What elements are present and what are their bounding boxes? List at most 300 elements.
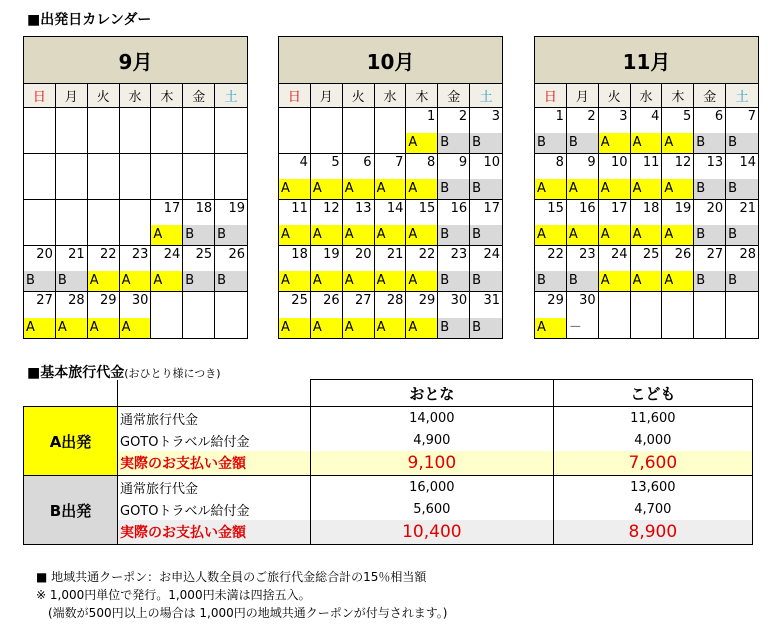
departure-type: B <box>694 179 725 199</box>
price-row <box>24 407 753 430</box>
day-number: 21 <box>739 201 756 216</box>
day-cell <box>24 246 56 292</box>
departure-type: － <box>568 320 582 335</box>
departure-type: B <box>535 271 566 291</box>
day-number: 27 <box>355 293 372 308</box>
day-cell <box>470 292 502 338</box>
day-cell <box>88 108 120 154</box>
day-cell <box>343 246 375 292</box>
weekday-label: 木 <box>406 84 438 107</box>
note-coupon: ■ 地域共通クーポン：お申込人数全員のご旅行代金総合計の15％相当額 <box>36 570 427 584</box>
day-cell <box>151 292 183 338</box>
departure-group-label: A出発 <box>24 407 118 476</box>
day-cell <box>535 154 567 200</box>
day-cell <box>375 292 407 338</box>
day-number: 24 <box>163 247 181 262</box>
departure-type: B <box>56 271 87 291</box>
day-cell <box>726 200 758 246</box>
departure-type: A <box>311 225 342 245</box>
departure-type: A <box>279 179 310 199</box>
day-cell <box>375 246 407 292</box>
day-number: 8 <box>427 155 436 170</box>
day-cell <box>662 246 694 292</box>
pay-label: 実際のお支払い金額 <box>118 520 311 545</box>
day-cell <box>470 200 502 246</box>
departure-type: A <box>631 225 662 245</box>
day-cell <box>406 154 438 200</box>
header-blank <box>24 380 118 407</box>
departure-type: A <box>631 133 662 153</box>
departure-type: B <box>726 179 758 199</box>
calendar-grid <box>535 108 758 338</box>
day-cell <box>343 154 375 200</box>
weekday-label: 土 <box>479 90 493 105</box>
day-number: 30 <box>131 293 149 308</box>
weekday-label: 水 <box>120 84 152 107</box>
departure-type: A <box>662 225 693 245</box>
weekday-label: 日 <box>24 84 56 107</box>
day-number: 31 <box>483 293 500 308</box>
departure-type: B <box>694 133 725 153</box>
price-label: 通常旅行代金 <box>118 407 311 430</box>
day-cell <box>438 200 470 246</box>
calendar-month-1 <box>23 36 248 339</box>
day-number: 26 <box>323 293 340 308</box>
day-number: 6 <box>714 109 724 124</box>
departure-type: A <box>279 225 310 245</box>
day-cell <box>24 292 56 338</box>
departure-type: A <box>406 133 437 153</box>
day-number: 9 <box>587 155 596 170</box>
day-cell <box>694 154 726 200</box>
day-number: 29 <box>100 293 117 308</box>
price-child: 13,600 <box>553 476 752 499</box>
day-cell <box>470 108 502 154</box>
day-cell <box>726 154 758 200</box>
day-cell <box>662 108 694 154</box>
day-cell <box>567 292 599 338</box>
day-number: 18 <box>195 201 213 216</box>
departure-type: A <box>535 225 566 245</box>
day-cell <box>599 292 631 338</box>
day-cell <box>438 292 470 338</box>
day-cell <box>120 246 152 292</box>
day-cell <box>120 154 152 200</box>
day-cell <box>662 200 694 246</box>
weekday-label: 土 <box>735 90 749 105</box>
departure-type: A <box>599 133 630 153</box>
departure-type: B <box>215 225 247 245</box>
day-cell <box>406 292 438 338</box>
departure-group-label: B出発 <box>24 476 118 545</box>
day-number: 5 <box>331 155 340 170</box>
departure-type: A <box>151 271 182 291</box>
departure-type: B <box>694 225 725 245</box>
pay-label: 実際のお支払い金額 <box>118 451 311 476</box>
weekday-header <box>279 84 502 108</box>
day-number: 15 <box>547 201 564 216</box>
departure-type: A <box>535 318 566 338</box>
departure-type: A <box>375 225 406 245</box>
day-cell <box>311 154 343 200</box>
day-cell <box>375 108 407 154</box>
day-number: 14 <box>739 155 756 170</box>
day-cell <box>567 200 599 246</box>
calendar-grid <box>24 108 247 338</box>
departure-type: B <box>567 271 598 291</box>
day-number: 13 <box>355 201 372 216</box>
day-cell <box>726 108 758 154</box>
day-cell <box>343 108 375 154</box>
day-number: 30 <box>450 293 468 308</box>
day-number: 2 <box>587 109 596 124</box>
day-number: 22 <box>547 247 564 262</box>
day-number: 7 <box>395 155 404 170</box>
col-adult: おとな <box>311 380 554 407</box>
day-cell <box>279 154 311 200</box>
col-child: こども <box>553 380 752 407</box>
day-cell <box>567 154 599 200</box>
day-cell <box>311 108 343 154</box>
weekday-label: 水 <box>631 84 663 107</box>
day-cell <box>567 108 599 154</box>
day-cell <box>375 200 407 246</box>
departure-type: A <box>343 225 374 245</box>
departure-type: A <box>343 179 374 199</box>
departure-type: A <box>406 271 437 291</box>
day-cell <box>183 246 215 292</box>
day-cell <box>88 292 120 338</box>
day-cell <box>183 200 215 246</box>
pay-row <box>24 520 753 545</box>
day-number: 29 <box>418 293 436 308</box>
day-number: 17 <box>483 201 500 216</box>
day-cell <box>120 200 152 246</box>
price-adult: 4,900 <box>311 429 554 451</box>
price-table <box>23 379 753 545</box>
departure-type: B <box>183 271 214 291</box>
day-cell <box>56 108 88 154</box>
departure-type: A <box>375 318 406 338</box>
departure-type: A <box>375 179 406 199</box>
departure-type: A <box>343 271 374 291</box>
day-number: 16 <box>579 201 596 216</box>
weekday-label: 金 <box>438 84 470 107</box>
day-cell <box>438 154 470 200</box>
day-cell <box>24 108 56 154</box>
departure-type: A <box>279 271 310 291</box>
price-child: 11,600 <box>553 407 752 430</box>
price-label: GOTOトラベル給付金 <box>118 429 311 451</box>
day-cell <box>56 154 88 200</box>
day-number: 9 <box>458 155 468 170</box>
weekday-label: 日 <box>279 84 311 107</box>
day-number: 6 <box>363 155 372 170</box>
day-cell <box>599 154 631 200</box>
day-cell <box>343 292 375 338</box>
day-number: 23 <box>131 247 149 262</box>
day-number: 14 <box>386 201 404 216</box>
calendar-title: ■出発日カレンダー <box>27 12 152 28</box>
day-number: 3 <box>491 109 500 124</box>
departure-type: A <box>151 225 182 245</box>
departure-type: B <box>470 318 502 338</box>
day-cell <box>535 200 567 246</box>
departure-type: A <box>631 179 662 199</box>
price-row <box>24 476 753 499</box>
price-subtitle: (おひとり様につき) <box>124 367 221 380</box>
day-number: 28 <box>739 247 756 262</box>
day-cell <box>183 292 215 338</box>
day-number: 10 <box>483 155 500 170</box>
day-cell <box>279 246 311 292</box>
day-number: 17 <box>611 201 628 216</box>
departure-type: A <box>662 271 693 291</box>
departure-type: A <box>599 179 630 199</box>
day-cell <box>279 200 311 246</box>
calendar-month-3 <box>534 36 759 339</box>
departure-type: A <box>406 318 437 338</box>
day-cell <box>438 108 470 154</box>
weekday-label: 水 <box>375 84 407 107</box>
day-cell <box>470 246 502 292</box>
day-cell <box>375 154 407 200</box>
day-number: 8 <box>555 155 564 170</box>
day-number: 23 <box>579 247 596 262</box>
departure-type: B <box>183 225 214 245</box>
day-cell <box>215 200 247 246</box>
day-number: 28 <box>68 293 85 308</box>
day-cell <box>56 292 88 338</box>
departure-type: A <box>535 179 566 199</box>
day-number: 17 <box>163 201 181 216</box>
day-cell <box>279 108 311 154</box>
pay-amount-adult: 10,400 <box>311 520 554 545</box>
day-cell <box>215 154 247 200</box>
calendar-month-2 <box>278 36 503 339</box>
weekday-label: 土 <box>224 90 238 105</box>
weekday-label: 月 <box>311 84 343 107</box>
departure-type: A <box>311 271 342 291</box>
day-cell <box>343 200 375 246</box>
day-number: 28 <box>386 293 404 308</box>
day-number: 27 <box>706 247 724 262</box>
departure-type: B <box>726 133 758 153</box>
day-number: 23 <box>450 247 468 262</box>
departure-type: A <box>599 271 630 291</box>
day-number: 25 <box>642 247 660 262</box>
departure-type: B <box>215 271 247 291</box>
weekday-label: 月 <box>567 84 599 107</box>
departure-type: A <box>567 179 598 199</box>
departure-type: B <box>567 133 598 153</box>
weekday-label: 月 <box>56 84 88 107</box>
day-cell <box>215 292 247 338</box>
departure-type: A <box>279 318 310 338</box>
day-cell <box>694 246 726 292</box>
pay-amount-child: 8,900 <box>553 520 752 545</box>
notes <box>36 568 447 622</box>
pay-amount-child: 7,600 <box>553 451 752 476</box>
day-number: 2 <box>458 109 468 124</box>
day-number: 19 <box>323 247 340 262</box>
day-cell <box>24 154 56 200</box>
departure-type: A <box>599 225 630 245</box>
price-row <box>24 429 753 451</box>
day-number: 21 <box>386 247 404 262</box>
calendar-grid <box>279 108 502 338</box>
day-cell <box>279 292 311 338</box>
departure-type: A <box>311 179 342 199</box>
day-number: 24 <box>483 247 500 262</box>
day-cell <box>56 200 88 246</box>
day-number: 21 <box>68 247 85 262</box>
note-unit: ※ 1,000円単位で発行。1,000円未満は四捨五入。 <box>36 588 311 602</box>
weekday-label: 火 <box>88 84 120 107</box>
weekday-label: 火 <box>599 84 631 107</box>
day-number: 18 <box>291 247 308 262</box>
departure-type: A <box>88 271 119 291</box>
header-blank-label <box>118 380 311 407</box>
weekday-header <box>24 84 247 108</box>
day-cell <box>631 154 663 200</box>
day-cell <box>88 200 120 246</box>
departure-type: B <box>470 225 502 245</box>
day-cell <box>406 200 438 246</box>
day-number: 11 <box>642 155 660 170</box>
day-cell <box>151 246 183 292</box>
day-number: 30 <box>579 293 596 308</box>
day-number: 29 <box>547 293 564 308</box>
day-cell <box>24 200 56 246</box>
day-cell <box>599 108 631 154</box>
departure-type: B <box>470 133 502 153</box>
weekday-label: 火 <box>343 84 375 107</box>
departure-type: B <box>726 271 758 291</box>
pay-row <box>24 451 753 476</box>
day-number: 1 <box>555 109 564 124</box>
day-number: 22 <box>418 247 436 262</box>
day-cell <box>120 292 152 338</box>
departure-type: B <box>535 133 566 153</box>
day-number: 27 <box>36 293 53 308</box>
day-number: 16 <box>450 201 468 216</box>
day-number: 11 <box>291 201 308 216</box>
day-cell <box>183 154 215 200</box>
day-cell <box>406 108 438 154</box>
departure-type: A <box>662 179 693 199</box>
day-number: 26 <box>674 247 692 262</box>
weekday-label: 木 <box>662 84 694 107</box>
departure-type: A <box>120 271 151 291</box>
pay-amount-adult: 9,100 <box>311 451 554 476</box>
weekday-label: 木 <box>151 84 183 107</box>
day-cell <box>631 246 663 292</box>
day-number: 18 <box>642 201 660 216</box>
departure-type: A <box>662 133 693 153</box>
departure-type: A <box>56 318 87 338</box>
day-cell <box>662 154 694 200</box>
departure-type: B <box>438 225 469 245</box>
departure-type: B <box>438 179 469 199</box>
day-number: 3 <box>619 109 628 124</box>
day-cell <box>694 200 726 246</box>
day-cell <box>311 246 343 292</box>
day-number: 26 <box>228 247 245 262</box>
day-number: 24 <box>611 247 628 262</box>
day-cell <box>631 108 663 154</box>
departure-type: A <box>343 318 374 338</box>
month-title: 10月 <box>279 37 502 84</box>
day-cell <box>311 200 343 246</box>
day-number: 20 <box>36 247 53 262</box>
day-cell <box>726 246 758 292</box>
departure-type: A <box>406 179 437 199</box>
day-cell <box>599 246 631 292</box>
day-cell <box>631 200 663 246</box>
day-cell <box>120 108 152 154</box>
day-cell <box>215 108 247 154</box>
price-adult: 5,600 <box>311 498 554 520</box>
departure-type: A <box>631 271 662 291</box>
day-cell <box>88 154 120 200</box>
day-number: 5 <box>683 109 692 124</box>
day-cell <box>631 292 663 338</box>
departure-type: B <box>438 133 469 153</box>
note-rounding: (端数が500円以上の場合は 1,000円の地域共通クーポンが付与されます。) <box>36 606 448 620</box>
day-cell <box>151 108 183 154</box>
weekday-header <box>535 84 758 108</box>
day-number: 10 <box>611 155 628 170</box>
departure-type: A <box>120 318 151 338</box>
month-title: 11月 <box>535 37 758 84</box>
departure-type: A <box>567 225 598 245</box>
weekday-label: 金 <box>694 84 726 107</box>
day-number: 12 <box>674 155 692 170</box>
day-cell <box>694 108 726 154</box>
price-label: 通常旅行代金 <box>118 476 311 499</box>
price-label: GOTOトラベル給付金 <box>118 498 311 520</box>
departure-type: A <box>311 318 342 338</box>
price-title-text: ■基本旅行代金 <box>27 365 125 381</box>
day-cell <box>151 200 183 246</box>
day-cell <box>56 246 88 292</box>
departure-type: B <box>470 271 502 291</box>
departure-type: B <box>24 271 55 291</box>
day-number: 13 <box>706 155 724 170</box>
day-cell <box>151 154 183 200</box>
day-cell <box>88 246 120 292</box>
price-child: 4,000 <box>553 429 752 451</box>
day-number: 20 <box>355 247 372 262</box>
day-cell <box>535 108 567 154</box>
day-number: 4 <box>651 109 660 124</box>
day-number: 19 <box>228 201 245 216</box>
price-adult: 14,000 <box>311 407 554 430</box>
weekday-label: 金 <box>183 84 215 107</box>
day-number: 22 <box>100 247 117 262</box>
day-number: 12 <box>323 201 340 216</box>
departure-type: A <box>24 318 55 338</box>
day-number: 1 <box>427 109 436 124</box>
day-cell <box>535 246 567 292</box>
departure-type: B <box>438 318 469 338</box>
departure-type: A <box>375 271 406 291</box>
day-cell <box>470 154 502 200</box>
departure-type: B <box>694 271 725 291</box>
day-cell <box>215 246 247 292</box>
price-child: 4,700 <box>553 498 752 520</box>
